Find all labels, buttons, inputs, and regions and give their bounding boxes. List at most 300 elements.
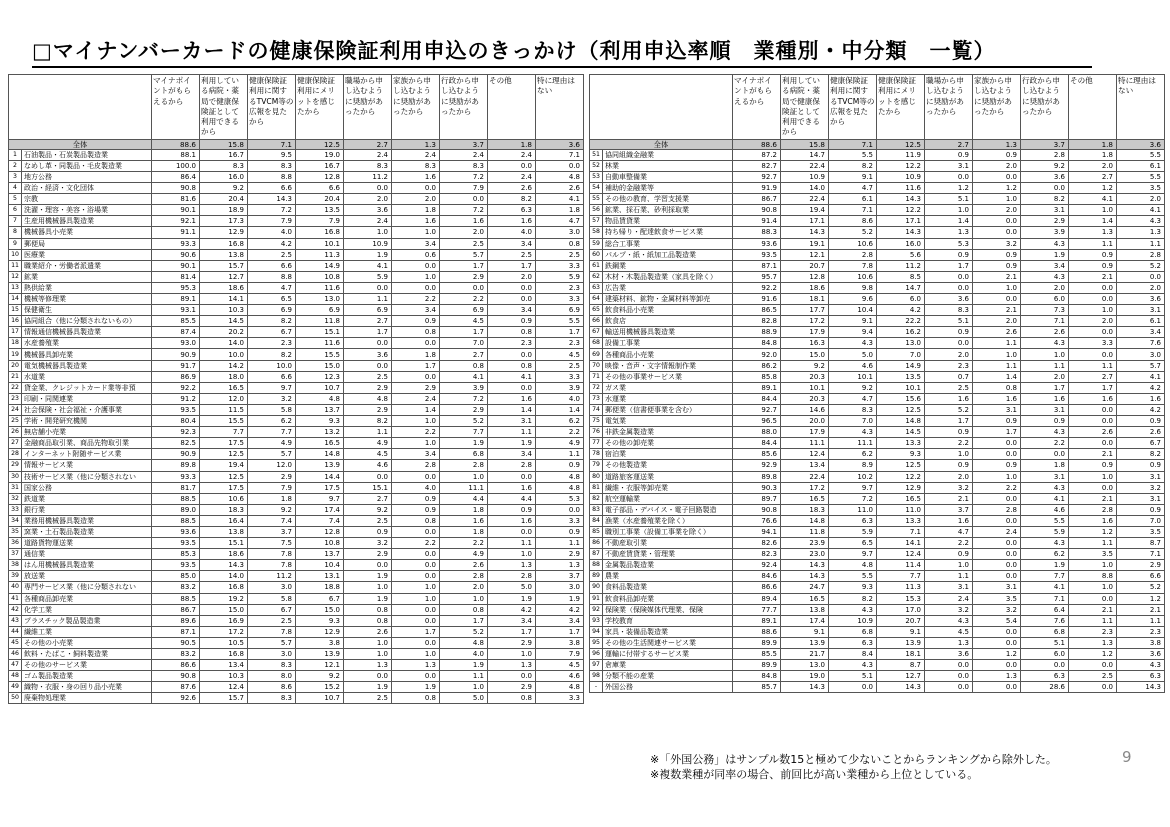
value-cell: 1.9 bbox=[344, 682, 392, 693]
value-cell: 2.4 bbox=[344, 216, 392, 227]
value-cell: 7.2 bbox=[440, 205, 488, 216]
total-row bbox=[590, 139, 1165, 149]
header-no-reason: 特に理由はない bbox=[1117, 75, 1165, 140]
value-cell: 3.4 bbox=[1021, 260, 1069, 271]
value-cell: 2.4 bbox=[488, 149, 536, 160]
value-cell: 20.3 bbox=[781, 393, 829, 404]
value-cell: 2.9 bbox=[536, 549, 584, 560]
table-row bbox=[590, 305, 1165, 316]
row-number: 13 bbox=[9, 282, 22, 293]
value-cell: 6.8 bbox=[440, 449, 488, 460]
value-cell: 18.3 bbox=[781, 504, 829, 515]
value-cell: 89.9 bbox=[733, 660, 781, 671]
value-cell: 1.0 bbox=[1069, 471, 1117, 482]
industry-name: 広告業 bbox=[603, 282, 733, 293]
value-cell: 0.8 bbox=[392, 327, 440, 338]
row-number: 71 bbox=[590, 371, 603, 382]
footnote: ※複数業種が同率の場合、前回比が高い業種から上位としている。 bbox=[650, 768, 979, 781]
value-cell: 2.3 bbox=[1117, 626, 1165, 637]
value-cell: 2.1 bbox=[925, 493, 973, 504]
industry-name: その他の卸売業 bbox=[603, 438, 733, 449]
table-row bbox=[9, 360, 584, 371]
value-cell: 2.8 bbox=[1069, 504, 1117, 515]
row-number: 5 bbox=[9, 194, 22, 205]
value-cell: 6.9 bbox=[296, 305, 344, 316]
table-row bbox=[9, 660, 584, 671]
value-cell: 1.7 bbox=[1021, 382, 1069, 393]
value-cell: 6.9 bbox=[248, 305, 296, 316]
value-cell: 3.1 bbox=[1021, 205, 1069, 216]
value-cell: 8.3 bbox=[392, 160, 440, 171]
table-row bbox=[590, 271, 1165, 282]
value-cell: 11.5 bbox=[200, 404, 248, 415]
row-number: 87 bbox=[590, 549, 603, 560]
value-cell: 88.3 bbox=[733, 227, 781, 238]
row-number: 42 bbox=[9, 604, 22, 615]
industry-name: 地方公務 bbox=[22, 171, 152, 182]
value-cell: 3.3 bbox=[536, 260, 584, 271]
value-cell: 1.2 bbox=[1069, 183, 1117, 194]
industry-name: 金属製品製造業 bbox=[603, 560, 733, 571]
value-cell: 96.5 bbox=[733, 416, 781, 427]
value-cell: 0.0 bbox=[973, 171, 1021, 182]
row-number: 72 bbox=[590, 382, 603, 393]
row-number: 4 bbox=[9, 183, 22, 194]
table-row bbox=[9, 271, 584, 282]
row-number: 58 bbox=[590, 227, 603, 238]
table-row bbox=[590, 549, 1165, 560]
value-cell: 9.2 bbox=[248, 504, 296, 515]
table-row bbox=[590, 449, 1165, 460]
row-number: 84 bbox=[590, 515, 603, 526]
value-cell: 7.1 bbox=[536, 149, 584, 160]
table-row bbox=[9, 560, 584, 571]
value-cell: 2.0 bbox=[925, 471, 973, 482]
table-row bbox=[9, 682, 584, 693]
value-cell: 5.9 bbox=[829, 526, 877, 537]
value-cell: 12.4 bbox=[200, 682, 248, 693]
header-family: 家族から申し込むように奨励があったから bbox=[392, 75, 440, 140]
value-cell: 92.6 bbox=[152, 693, 200, 704]
value-cell: 2.7 bbox=[1069, 171, 1117, 182]
value-cell: 11.8 bbox=[781, 526, 829, 537]
value-cell: 1.1 bbox=[925, 571, 973, 582]
value-cell: 1.1 bbox=[973, 338, 1021, 349]
value-cell: 6.2 bbox=[829, 449, 877, 460]
table-row bbox=[590, 493, 1165, 504]
value-cell: 4.1 bbox=[1021, 493, 1069, 504]
value-cell: 17.9 bbox=[781, 327, 829, 338]
value-cell: 1.7 bbox=[536, 327, 584, 338]
value-cell: 2.4 bbox=[440, 149, 488, 160]
table-row bbox=[9, 238, 584, 249]
industry-name: 熱供給業 bbox=[22, 282, 152, 293]
row-number: 43 bbox=[9, 615, 22, 626]
value-cell: 17.2 bbox=[781, 482, 829, 493]
value-cell: 4.6 bbox=[829, 360, 877, 371]
value-cell: 14.8 bbox=[296, 449, 344, 460]
value-cell: 7.6 bbox=[1117, 338, 1165, 349]
value-cell: 2.2 bbox=[392, 427, 440, 438]
table-row bbox=[590, 682, 1165, 693]
value-cell: 0.9 bbox=[925, 460, 973, 471]
value-cell: 2.5 bbox=[344, 693, 392, 704]
value-cell: 0.0 bbox=[392, 526, 440, 537]
value-cell: 88.5 bbox=[152, 515, 200, 526]
value-cell: 9.2 bbox=[296, 671, 344, 682]
value-cell: 17.3 bbox=[200, 216, 248, 227]
value-cell: 8.3 bbox=[925, 305, 973, 316]
value-cell: 11.9 bbox=[877, 149, 925, 160]
value-cell: 5.8 bbox=[248, 593, 296, 604]
value-cell: 5.7 bbox=[248, 637, 296, 648]
value-cell: 2.3 bbox=[925, 360, 973, 371]
table-row bbox=[590, 238, 1165, 249]
value-cell: 19.4 bbox=[200, 460, 248, 471]
value-cell: 6.8 bbox=[1021, 626, 1069, 637]
value-cell: 95.7 bbox=[733, 271, 781, 282]
value-cell: 85.3 bbox=[152, 549, 200, 560]
table-row bbox=[590, 571, 1165, 582]
value-cell: 7.8 bbox=[248, 560, 296, 571]
value-cell: 0.0 bbox=[1117, 271, 1165, 282]
value-cell: 0.0 bbox=[344, 282, 392, 293]
value-cell: 4.4 bbox=[488, 493, 536, 504]
value-cell: 13.9 bbox=[781, 637, 829, 648]
row-number: 94 bbox=[590, 626, 603, 637]
value-cell: 0.8 bbox=[488, 693, 536, 704]
value-cell: 17.4 bbox=[781, 615, 829, 626]
value-cell: 1.9 bbox=[1021, 560, 1069, 571]
value-cell: 15.5 bbox=[200, 416, 248, 427]
value-cell: 18.1 bbox=[877, 649, 925, 660]
industry-name: 機械器具小売業 bbox=[22, 227, 152, 238]
value-cell: 5.5 bbox=[536, 316, 584, 327]
value-cell: 16.8 bbox=[296, 227, 344, 238]
value-cell: 2.9 bbox=[344, 549, 392, 560]
row-number: 73 bbox=[590, 393, 603, 404]
value-cell: 2.0 bbox=[925, 349, 973, 360]
value-cell: 2.9 bbox=[392, 382, 440, 393]
value-cell: 0.0 bbox=[392, 183, 440, 194]
value-cell: 3.2 bbox=[973, 238, 1021, 249]
value-cell: 89.4 bbox=[733, 593, 781, 604]
value-cell: 14.3 bbox=[781, 560, 829, 571]
value-cell: 3.3 bbox=[1069, 338, 1117, 349]
value-cell: 0.9 bbox=[488, 316, 536, 327]
value-cell: 1.1 bbox=[1117, 238, 1165, 249]
value-cell: 93.5 bbox=[152, 538, 200, 549]
industry-name: 電気業 bbox=[603, 416, 733, 427]
value-cell: 0.0 bbox=[1021, 660, 1069, 671]
value-cell: 2.9 bbox=[488, 637, 536, 648]
total-value: 1.3 bbox=[392, 139, 440, 149]
value-cell: 3.1 bbox=[1117, 305, 1165, 316]
value-cell: 5.6 bbox=[877, 249, 925, 260]
row-number: 59 bbox=[590, 238, 603, 249]
row-number: 86 bbox=[590, 538, 603, 549]
value-cell: 14.8 bbox=[781, 515, 829, 526]
value-cell: 0.8 bbox=[536, 238, 584, 249]
value-cell: 12.8 bbox=[781, 271, 829, 282]
value-cell: 10.6 bbox=[829, 271, 877, 282]
industry-name: 協同組合（他に分類されないもの） bbox=[22, 316, 152, 327]
value-cell: 2.9 bbox=[440, 271, 488, 282]
value-cell: 81.7 bbox=[152, 482, 200, 493]
value-cell: 87.4 bbox=[152, 327, 200, 338]
value-cell: 0.0 bbox=[973, 493, 1021, 504]
row-number: 68 bbox=[590, 338, 603, 349]
industry-name: 医療業 bbox=[22, 249, 152, 260]
value-cell: 20.0 bbox=[781, 416, 829, 427]
value-cell: 7.1 bbox=[1117, 549, 1165, 560]
value-cell: 16.8 bbox=[200, 582, 248, 593]
value-cell: 7.0 bbox=[440, 338, 488, 349]
value-cell: 17.4 bbox=[296, 504, 344, 515]
industry-name: 保険業（保険媒体代理業、保険 bbox=[603, 604, 733, 615]
value-cell: 5.2 bbox=[1117, 260, 1165, 271]
value-cell: 6.1 bbox=[1117, 316, 1165, 327]
table-row bbox=[9, 549, 584, 560]
value-cell: 1.0 bbox=[392, 593, 440, 604]
industry-name: 生産用機械器具製造業 bbox=[22, 216, 152, 227]
value-cell: 0.9 bbox=[536, 460, 584, 471]
row-number: 23 bbox=[9, 393, 22, 404]
row-number: 83 bbox=[590, 504, 603, 515]
value-cell: 3.5 bbox=[1117, 183, 1165, 194]
header-other: その他 bbox=[488, 75, 536, 140]
value-cell: 4.1 bbox=[536, 194, 584, 205]
header-family: 家族から申し込むように奨励があったから bbox=[973, 75, 1021, 140]
value-cell: 1.7 bbox=[536, 626, 584, 637]
value-cell: 2.2 bbox=[925, 538, 973, 549]
value-cell: 1.7 bbox=[488, 626, 536, 637]
value-cell: 5.7 bbox=[1117, 360, 1165, 371]
value-cell: 91.4 bbox=[733, 216, 781, 227]
total-label: 全体 bbox=[9, 139, 152, 149]
value-cell: 11.6 bbox=[296, 338, 344, 349]
value-cell: 7.5 bbox=[248, 538, 296, 549]
row-number: 35 bbox=[9, 526, 22, 537]
value-cell: 2.0 bbox=[973, 205, 1021, 216]
value-cell: 1.0 bbox=[344, 227, 392, 238]
value-cell: 15.7 bbox=[200, 260, 248, 271]
value-cell: 6.7 bbox=[1117, 438, 1165, 449]
value-cell: 10.4 bbox=[296, 560, 344, 571]
value-cell: 3.8 bbox=[1117, 637, 1165, 648]
value-cell: 0.9 bbox=[1069, 260, 1117, 271]
industry-name: その他の生活関連サービス業 bbox=[603, 637, 733, 648]
value-cell: 0.0 bbox=[973, 571, 1021, 582]
value-cell: 87.1 bbox=[733, 260, 781, 271]
value-cell: 15.5 bbox=[296, 349, 344, 360]
value-cell: 5.5 bbox=[829, 149, 877, 160]
value-cell: 89.7 bbox=[733, 493, 781, 504]
value-cell: 1.7 bbox=[440, 327, 488, 338]
value-cell: 9.2 bbox=[781, 360, 829, 371]
total-value: 12.5 bbox=[877, 139, 925, 149]
row-number: 16 bbox=[9, 316, 22, 327]
industry-name: なめし革・同製品・毛皮製造業 bbox=[22, 160, 152, 171]
value-cell: 85.7 bbox=[733, 682, 781, 693]
table-row bbox=[9, 571, 584, 582]
value-cell: 6.7 bbox=[248, 327, 296, 338]
table-row bbox=[9, 282, 584, 293]
value-cell: 1.0 bbox=[344, 637, 392, 648]
value-cell: 3.3 bbox=[536, 515, 584, 526]
value-cell: 3.2 bbox=[248, 393, 296, 404]
value-cell: 6.6 bbox=[248, 260, 296, 271]
value-cell: 2.3 bbox=[488, 338, 536, 349]
value-cell: 6.6 bbox=[296, 183, 344, 194]
value-cell: 10.9 bbox=[781, 171, 829, 182]
table-row bbox=[9, 171, 584, 182]
value-cell: 2.8 bbox=[440, 460, 488, 471]
row-number: 50 bbox=[9, 693, 22, 704]
value-cell: 86.5 bbox=[733, 305, 781, 316]
value-cell: 2.5 bbox=[488, 249, 536, 260]
value-cell: 1.9 bbox=[440, 438, 488, 449]
row-number: 63 bbox=[590, 282, 603, 293]
table-row bbox=[9, 615, 584, 626]
value-cell: 3.5 bbox=[1069, 549, 1117, 560]
value-cell: 9.7 bbox=[248, 382, 296, 393]
value-cell: 14.0 bbox=[200, 571, 248, 582]
row-number: - bbox=[590, 682, 603, 693]
value-cell: 16.5 bbox=[296, 438, 344, 449]
row-number: 60 bbox=[590, 249, 603, 260]
value-cell: 8.2 bbox=[829, 593, 877, 604]
table-row bbox=[590, 427, 1165, 438]
value-cell: 10.2 bbox=[829, 471, 877, 482]
value-cell: 0.0 bbox=[1069, 349, 1117, 360]
value-cell: 3.4 bbox=[488, 615, 536, 626]
value-cell: 1.7 bbox=[925, 260, 973, 271]
value-cell: 5.0 bbox=[488, 582, 536, 593]
value-cell: 0.0 bbox=[1021, 449, 1069, 460]
value-cell: 10.6 bbox=[829, 238, 877, 249]
value-cell: 1.2 bbox=[925, 183, 973, 194]
value-cell: 14.2 bbox=[200, 360, 248, 371]
value-cell: 16.5 bbox=[877, 493, 925, 504]
value-cell: 4.8 bbox=[440, 637, 488, 648]
total-value: 3.7 bbox=[1021, 139, 1069, 149]
value-cell: 14.1 bbox=[877, 538, 925, 549]
table-row bbox=[9, 260, 584, 271]
value-cell: 87.1 bbox=[152, 626, 200, 637]
value-cell: 2.5 bbox=[925, 382, 973, 393]
value-cell: 5.0 bbox=[440, 693, 488, 704]
row-number: 20 bbox=[9, 360, 22, 371]
value-cell: 9.7 bbox=[829, 549, 877, 560]
value-cell: 0.0 bbox=[536, 160, 584, 171]
row-number: 41 bbox=[9, 593, 22, 604]
value-cell: 8.3 bbox=[248, 693, 296, 704]
value-cell: 7.7 bbox=[877, 571, 925, 582]
value-cell: 1.2 bbox=[973, 183, 1021, 194]
table-row bbox=[9, 427, 584, 438]
value-cell: 2.5 bbox=[1069, 671, 1117, 682]
industry-name: 貸金業、クレジットカード業等非預 bbox=[22, 382, 152, 393]
total-value: 7.1 bbox=[829, 139, 877, 149]
industry-name: 分類不能の産業 bbox=[603, 671, 733, 682]
value-cell: 1.1 bbox=[1069, 615, 1117, 626]
value-cell: 82.3 bbox=[733, 549, 781, 560]
industry-name: 宗教 bbox=[22, 194, 152, 205]
value-cell: 12.2 bbox=[877, 471, 925, 482]
row-number: 79 bbox=[590, 460, 603, 471]
value-cell: 1.1 bbox=[1069, 360, 1117, 371]
value-cell: 19.1 bbox=[781, 238, 829, 249]
value-cell: 5.5 bbox=[1021, 515, 1069, 526]
table-row bbox=[590, 171, 1165, 182]
value-cell: 13.8 bbox=[781, 604, 829, 615]
value-cell: 4.6 bbox=[1021, 504, 1069, 515]
value-cell: 2.1 bbox=[1117, 604, 1165, 615]
value-cell: 14.3 bbox=[877, 227, 925, 238]
table-row bbox=[9, 515, 584, 526]
value-cell: 4.3 bbox=[829, 660, 877, 671]
value-cell: 0.0 bbox=[973, 449, 1021, 460]
value-cell: 15.3 bbox=[877, 593, 925, 604]
value-cell: 91.6 bbox=[733, 294, 781, 305]
value-cell: 3.4 bbox=[1117, 327, 1165, 338]
industry-name: 政治・経済・文化団体 bbox=[22, 183, 152, 194]
row-number: 56 bbox=[590, 205, 603, 216]
row-number: 12 bbox=[9, 271, 22, 282]
value-cell: 2.5 bbox=[344, 515, 392, 526]
value-cell: 3.2 bbox=[973, 604, 1021, 615]
row-number: 46 bbox=[9, 649, 22, 660]
value-cell: 0.0 bbox=[973, 626, 1021, 637]
value-cell: 89.9 bbox=[733, 637, 781, 648]
value-cell: 1.8 bbox=[392, 349, 440, 360]
table-row bbox=[590, 593, 1165, 604]
industry-name: 家具・装備品製造業 bbox=[603, 626, 733, 637]
value-cell: 20.4 bbox=[200, 194, 248, 205]
value-cell: 0.8 bbox=[392, 515, 440, 526]
industry-name: その他のサービス業 bbox=[22, 660, 152, 671]
value-cell: 7.1 bbox=[829, 205, 877, 216]
value-cell: 2.7 bbox=[344, 493, 392, 504]
value-cell: 0.0 bbox=[925, 660, 973, 671]
row-number: 39 bbox=[9, 571, 22, 582]
value-cell: 1.8 bbox=[536, 205, 584, 216]
industry-name: 不動産取引業 bbox=[603, 538, 733, 549]
value-cell: 0.8 bbox=[973, 382, 1021, 393]
value-cell: 13.2 bbox=[296, 427, 344, 438]
value-cell: 1.6 bbox=[488, 393, 536, 404]
table-row bbox=[590, 482, 1165, 493]
table-row bbox=[590, 515, 1165, 526]
value-cell: 83.2 bbox=[152, 582, 200, 593]
value-cell: 13.5 bbox=[296, 205, 344, 216]
value-cell: 8.3 bbox=[829, 404, 877, 415]
value-cell: 16.2 bbox=[877, 327, 925, 338]
industry-name: 飲料・たばこ・飼料製造業 bbox=[22, 649, 152, 660]
value-cell: 5.2 bbox=[440, 416, 488, 427]
value-cell: 89.8 bbox=[152, 460, 200, 471]
value-cell: 3.1 bbox=[1117, 471, 1165, 482]
value-cell: 1.4 bbox=[973, 371, 1021, 382]
table-row bbox=[590, 327, 1165, 338]
value-cell: 20.7 bbox=[877, 615, 925, 626]
header-government: 行政から申し込むように奨励があったから bbox=[440, 75, 488, 140]
value-cell: 1.3 bbox=[1117, 227, 1165, 238]
industry-name: 飲食料品小売業 bbox=[603, 305, 733, 316]
value-cell: 1.3 bbox=[488, 660, 536, 671]
value-cell: 86.7 bbox=[733, 194, 781, 205]
